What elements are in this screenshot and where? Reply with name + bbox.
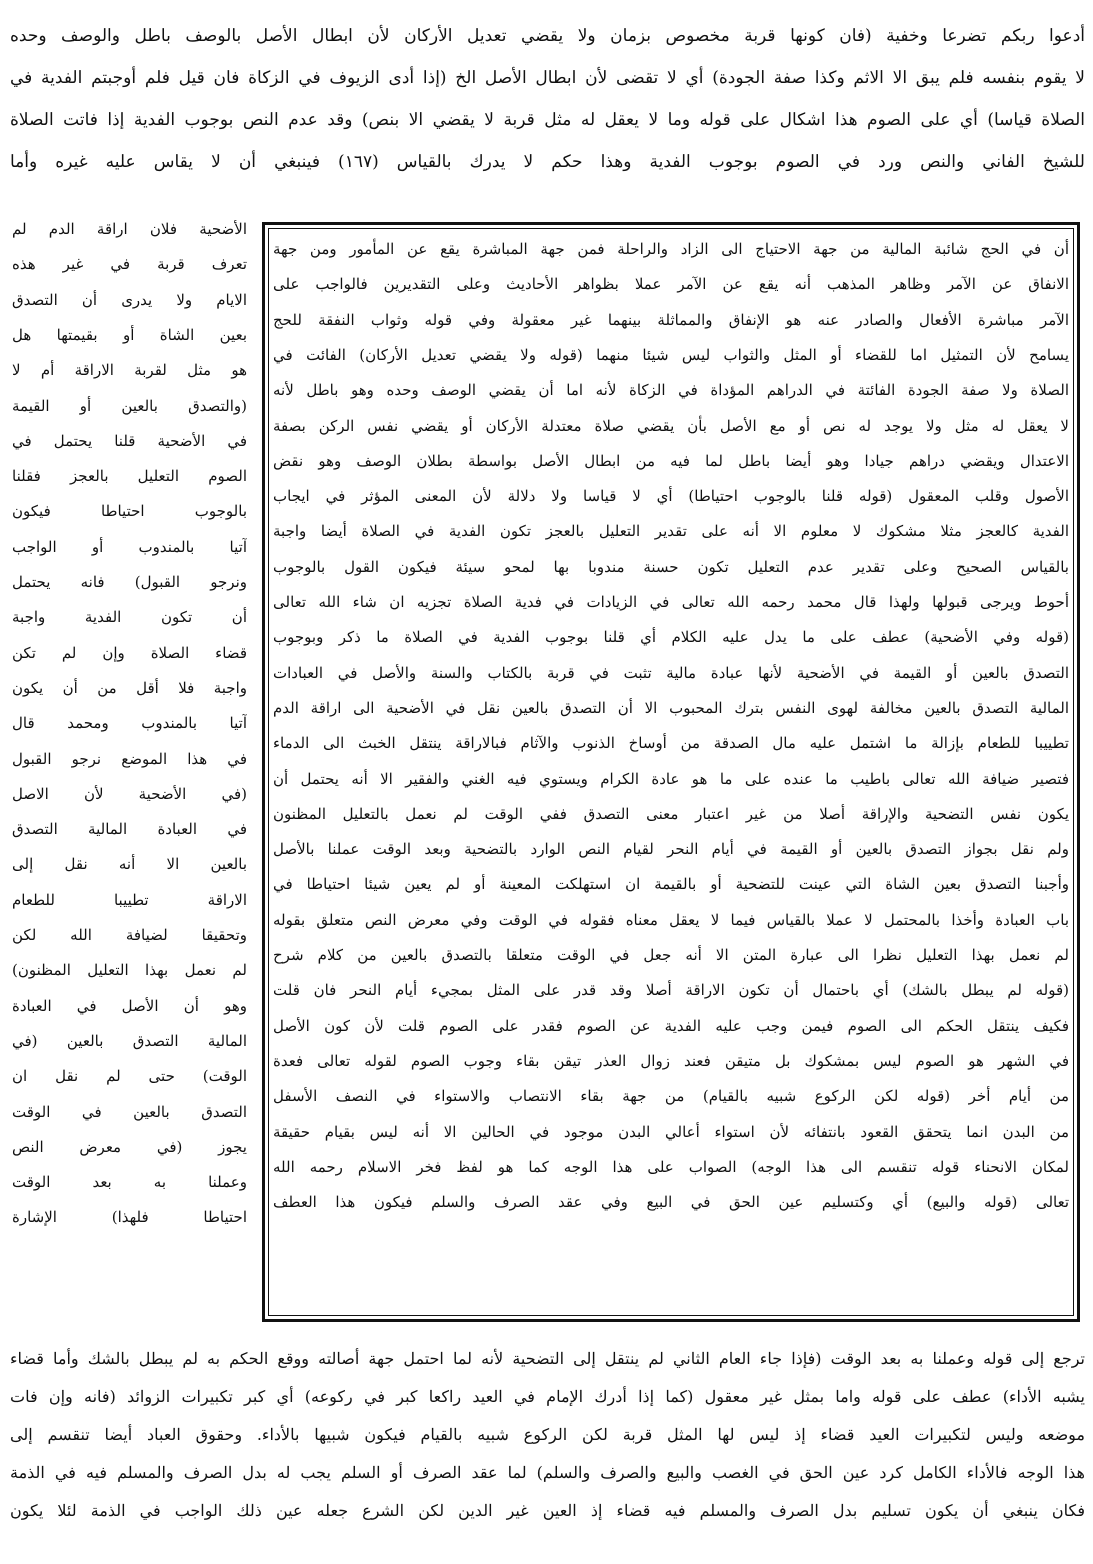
side-line: الايام ولا يدرى أن التصدق <box>12 290 247 309</box>
side-line: واجبة فلا أقل من أن يكون <box>12 678 247 697</box>
side-line: بالوجوب احتياطا فيكون <box>12 502 247 521</box>
text-line: هذا الوجه فالأداء الكامل كرد عين الحق في الغصب والبيع والصرف والسلم) لما عقد الصرف أو السلم يجب له بدل الصرف والمسلم فيه في الذمة <box>10 1463 1085 1482</box>
commentary-line: الاعتدال ويقضي دراهم جيادا وهو أيضا باطل لما فيه من ابطال الأصل بواسطة بطلان الوصف وهو نقض <box>273 451 1069 470</box>
side-line: قضاء الصلاة وإن لم تكن <box>12 643 247 662</box>
side-line: وهو أن الأصل في العبادة <box>12 996 247 1015</box>
commentary-line: التصدق بالعين أو القيمة في الأضحية لأنها عبادة مالية تثبت في قربة بالكتاب والسنة والأصل في العبادات <box>273 663 1069 682</box>
text-line: يشبه الأداء) عطف على قوله واما بمثل غير معقول (كما إذا أدرك الإمام في العيد راكعا كبر في ركوعه) أي كبر تكبيرات الزوائد (فانه وإن فات <box>10 1387 1085 1406</box>
side-line: لم نعمل بهذا التعليل المظنون) <box>12 961 247 980</box>
side-line: في الأضحية قلنا يحتمل في <box>12 431 247 450</box>
commentary-line: يكون نفس التضحية والإراقة أصلا من غير اعتبار معنى التصدق ففي الوقت لم نعمل بالتعليل المظنون <box>273 804 1069 823</box>
side-line: تعرف قربة في غير هذه <box>12 255 247 274</box>
side-line: آتيا بالمندوب أو الواجب <box>12 537 247 556</box>
commentary-line: الأصول وقلب المعقول (قوله قلنا بالوجوب احتياطا) أي لا قياسا ولا دلالة لأن المعنى المؤثر في ايجاب <box>273 487 1069 506</box>
commentary-line: (قوله وفي الأضحية) عطف على ما يدل عليه الكلام أي قلنا بوجوب الفدية في الصلاة ما ذكر وبوجوب <box>273 628 1069 647</box>
side-line: ونرجو القبول) فانه يحتمل <box>12 573 247 591</box>
side-line: الأضحية فلان اراقة الدم لم <box>12 220 247 238</box>
side-line: (والتصدق بالعين أو القيمة <box>12 396 247 415</box>
commentary-line: تعالى (قوله والبيع) أي وكتسليم عين الحق في البيع وفي عقد الصرف والسلم فيكون هذا العطف <box>273 1193 1069 1212</box>
commentary-line: لمكان الانحناء قوله تنقسم الى هذا الوجه) الصواب على هذا الوجه كما هو لفظ فخر الاسلام رحمه الله <box>273 1157 1069 1176</box>
side-line: الاراقة تطييبا للطعام <box>12 890 247 909</box>
commentary-line: باب العبادة وأخذا بالمحتمل لا عملا بالقياس فيما لا يعقل معناه فقوله في الوقت وفي معرض النص متعلق بقوله <box>273 910 1069 929</box>
side-line: في العبادة المالية التصدق <box>12 820 247 839</box>
text-line: الصلاة قياسا) أي على الصوم هذا اشكال على قوله وما لا يعقل له مثل قربة لا يقضي الا بنص) وقد عدم النص بوجوب الفدية إذا فاتت الصلاة <box>10 110 1085 130</box>
commentary-line: من أيام أخر (قوله لكن الركوع شبيه بالقيام) من جهة بقاء الانتصاب والاستواء في النصف الأسفل <box>273 1087 1069 1106</box>
commentary-line: الآمر مباشرة الأفعال والصادر عنه هو الإنفاق والمماثلة بينهما غير معقولة وفي قوله وثواب النفقة للحج <box>273 310 1069 329</box>
side-line: بعين الشاة أو بقيمتها هل <box>12 325 247 344</box>
commentary-line: تطييبا للطعام بإزالة ما اشتمل عليه مال الصدقة من أوساخ الذنوب والآثام فبالاراقة ينتقل الخبث الى الدماء <box>273 734 1069 753</box>
commentary-line: الانفاق عن الآمر وظاهر المذهب أنه يقع عن الآمر عملا بظواهر الأحاديث وعلى التقديرين فالواجب على <box>273 275 1069 294</box>
side-line: في هذا الموضع نرجو القبول <box>12 749 247 768</box>
side-line: احتياطا فلهذا) الإشارة <box>12 1208 247 1227</box>
side-line: يجوز (في معرض النص <box>12 1137 247 1156</box>
commentary-line: فتصير ضيافة الله تعالى باطيب ما عنده على ما هو عادة الكرام ويستوي فيه الغني والفقير الا أنه يحتمل أن <box>273 769 1069 788</box>
commentary-line: الصلاة ولا صفة الجودة الفائتة في الدراهم المؤداة في الزكاة لأنه اما أن يقضي الوصف وحده وهو باطل لأنه <box>273 381 1069 400</box>
commentary-line: ولم نقل بجواز التصدق بالعين أو القيمة في أيام النحر لقيام النص الوارد بالتضحية وبعد الوقت عملنا بالأصل <box>273 840 1069 859</box>
side-line: المالية التصدق بالعين (في <box>12 1031 247 1050</box>
side-line: هو مثل لقربة الاراقة أم لا <box>12 361 247 380</box>
text-line: للشيخ الفاني والنص ورد في الصوم بوجوب الفدية وهذا حكم لا يدرك بالقياس (١٦٧) فينبغي أن لا يقاس عليه غيره وأما <box>10 152 1085 172</box>
commentary-line: أحوط ويرجى قبولها ولهذا قال محمد رحمه الله تعالى في الزيادات في فدية الصلاة تجزيه ان شاء الله تعالى <box>273 593 1069 611</box>
commentary-line: من البدن انما يتحقق القعود بانتفائه لأن استواء أعالي البدن موجود في الحالين الا أنه ليس بقيام حقيقة <box>273 1122 1069 1141</box>
text-line: أدعوا ربكم تضرعا وخفية (فان كونها قربة مخصوص بزمان ولا يقضي تعديل الأركان لأن ابطال الأصل بالوصف باطل والوصف وحده <box>10 26 1085 46</box>
text-line: فكان ينبغي أن يكون تسليم بدل الصرف والمسلم فيه قضاء إذ العين غير الدين لكن الشرع جعله عين ذلك الواجب في الذمة لئلا يكون <box>10 1501 1085 1520</box>
commentary-line: بالقياس الصحيح وعلى تقدير عدم التعليل تكون حسنة مندوبا بها لمحو سيئة فيكون القول بالوجوب <box>273 557 1069 576</box>
text-line: لا يقوم بنفسه فلم يبق الا الاثم وكذا صفة الجودة) أي لا تقضى لأن ابطال الأصل الخ (إذا أدى الزيوف في الزكاة فان قيل فلم أوجبتم الفدية في <box>10 68 1085 88</box>
commentary-line: فكيف ينتقل الحكم الى الصوم فيمن وجب عليه الفدية عن الصوم فقدر على الصوم قلت لأن كون الأصل <box>273 1016 1069 1035</box>
commentary-line: في الشهر هو الصوم ليس بمشكوك بل متيقن فعند زوال العذر تيقن بقاء وجوب الصوم لقوله تعالى فعدة <box>273 1051 1069 1070</box>
side-line: الوقت) حتى لم نقل ان <box>12 1067 247 1086</box>
side-line: وتحقيقا لضيافة الله لكن <box>12 926 247 944</box>
commentary-line: وأجبنا التصدق بعين الشاة التي عينت للتضحية أو بالقيمة ان استهلكت المعينة أو لم يعين شيئا احتياطا في <box>273 875 1069 894</box>
commentary-line: (قوله لم يبطل بالشك) أي باحتمال أن تكون الاراقة أصلا وقد قدر على المثل بمجيء أيام النحر فان قلت <box>273 981 1069 1000</box>
side-line: التصدق بالعين في الوقت <box>12 1102 247 1121</box>
text-line: ترجع إلى قوله وعملنا به بعد الوقت (فإذا جاء العام الثاني لم ينتقل إلى التضحية لأنه لما احتمل جهة أصالته ووقع الحكم به لم يبطل بالشك وأما قضاء <box>10 1349 1085 1368</box>
commentary-line: لا يعقل له مثل ولا يوجد له نص أو مع الأصل بأن يقضي صلاة معتدلة الأركان أو يقضي نفس الركن بصفة <box>273 416 1069 435</box>
side-line: آتيا بالمندوب ومحمد قال <box>12 714 247 733</box>
side-line: أن تكون الفدية واجبة <box>12 608 247 627</box>
commentary-line: أن في الحج شائبة المالية من جهة الاحتياج الى الزاد والراحلة فمن جهة المباشرة يقع عن المأمور ومن جهة <box>273 240 1069 258</box>
commentary-line: الفدية كالعجز مثلا مشكوك لا معلوم الا أنه على تقدير التعليل بالعجز تكون الفدية في الصلاة أيضا واجبة <box>273 522 1069 541</box>
side-line: الصوم التعليل بالعجز فقلنا <box>12 467 247 486</box>
side-line: (في الأضحية لأن الاصل <box>12 784 247 803</box>
side-line: بالعين الا أنه نقل إلى <box>12 855 247 874</box>
commentary-line: لم نعمل بهذا التعليل نظرا الى عبارة المتن الا أنه جعل في الوقت متعلقا بالتصدق بالعين من كلام شرح <box>273 946 1069 964</box>
commentary-line: يسامح لأن التمثيل اما للقضاء أو المثل والثواب ليس شيئا منهما (قوله ولا يقضي تعديل الأركان) الفائت في <box>273 345 1069 364</box>
text-line: موضعه وليس لتكبيرات العيد قضاء إذ ليس لها المثل قربة لكن الركوع شبيه بالقيام فيكون شبيها بالأداء. وحقوق العباد أيضا تنقسم إلى <box>10 1425 1085 1444</box>
commentary-line: المالية التصدق بالعين مخالفة لهوى النفس بترك المحبوب الا أن التصدق بالعين نقل في الأضحية الى اراقة الدم <box>273 698 1069 717</box>
side-line: وعملنا به بعد الوقت <box>12 1173 247 1192</box>
